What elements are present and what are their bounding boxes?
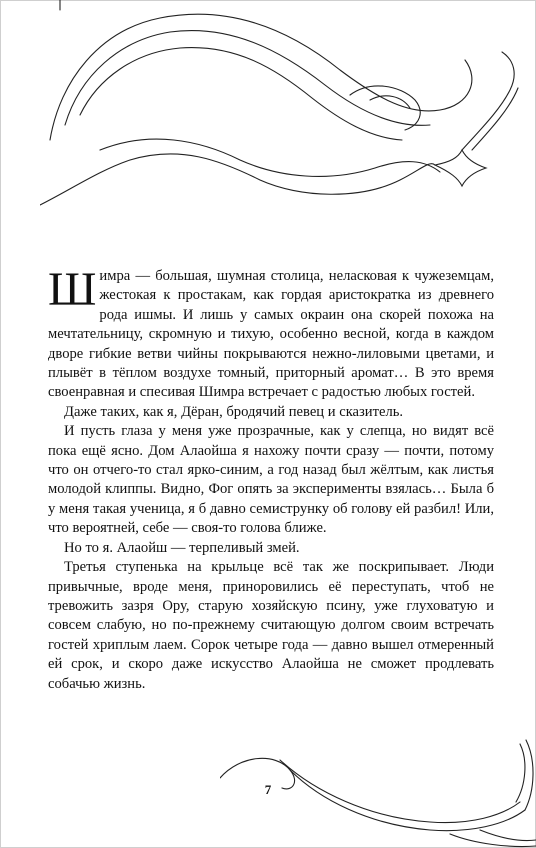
paragraph-4: Но то я. Алаойш — терпеливый змей. <box>64 539 300 556</box>
paragraph-1 <box>48 263 494 403</box>
page-number: 7 <box>264 782 272 797</box>
paragraph-3: И пусть глаза у меня уже прозрачные, как у слепца, но видят всё пока ещё ясно. Дом Алаойша я нахожу почти сразу — почти, потому что он отчего-то стал ярко-синим, а год назад был жёлтым, как листья молодой клиппы. Видно, Фог опять за эксперименты взялась… Была б у меня такая ученица, я б давно семиструнку об голову ей разбил! Или, что вероятней, себе — своя-то голова ближе. <box>48 423 494 537</box>
body-text <box>48 263 494 694</box>
paragraph-2: Даже таких, как я, Дёран, бродячий певец и сказитель. <box>64 403 404 420</box>
paragraph-5: Третья ступенька на крыльце всё так же поскрипывает. Люди привычные, вроде меня, приноровились её переступать, чтоб не тревожить зазря Ору, старую хозяйскую псину, уже глуховатую и совсем слабую, но по-прежнему считающую долгом своим встречать гостей хриплым лаем. Сорок четыре года — давно вышел отмеренный ей срок, и скоро даже искусство Алаойша не сможет продлевать собачью жизнь. <box>48 559 494 692</box>
paragraph-1-text: имра — большая, шумная столица, неласковая к чужеземцам, жестокая к простакам, как гордая аристократка из древнего рода ишмы. И лишь у самых окраин она скорей похожа на мечтательницу, скромную и тихую, особенно весной, когда в каждом дворе гибкие ветви чийны покрываются нежно-лиловыми цветами, и плывёт в тёплом воздухе томный, приторный аромат… В это время своенравная и спесивая Шимра встречает с радостью любых гостей. <box>48 268 494 401</box>
drop-cap: Ш <box>48 263 97 316</box>
